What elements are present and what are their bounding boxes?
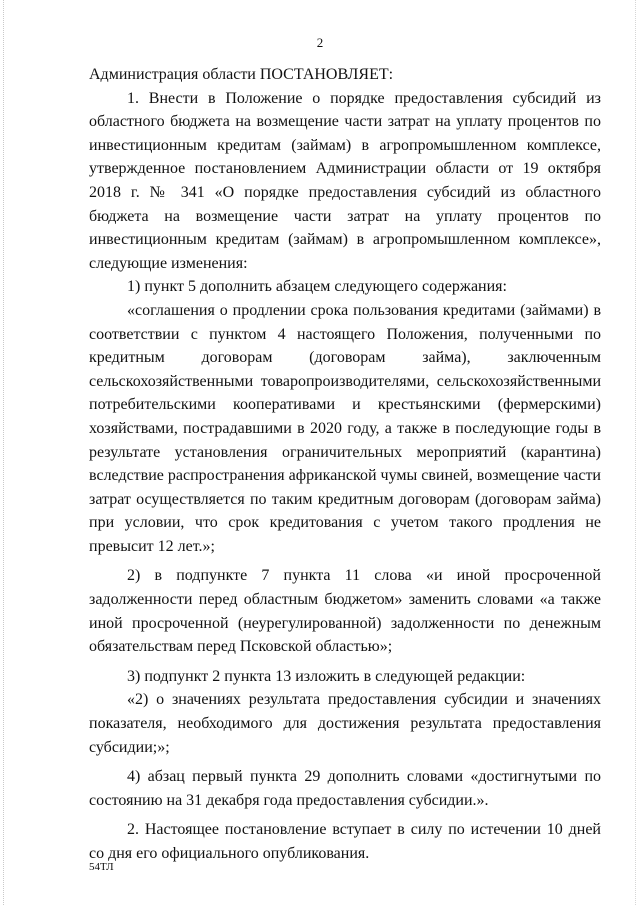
quote-3-paragraph: «2) о значениях результата предоставления субсидии и значениях показателя, необходимого для достижения результата предоставления субсидии;»;: [89, 691, 601, 756]
item-1-paragraph: 1. Внести в Положение о порядке предоставления субсидий из областного бюджета на возмещение части затрат на уплату процентов по инвестиционным кредитам (займам) в агропромышленном комплексе, утвержденное постановлением Администрации области от 19 октября 2018 г. № 341 «О порядке предоставления субсидий из областного бюджета на возмещение части затрат на уплату процентов по инвестиционным кредитам (займам) в агропромышленном комплексе», следующие изменения:: [89, 89, 601, 272]
subitem-1-paragraph: 1) пункт 5 дополнить абзацем следующего содержания:: [127, 278, 507, 296]
quote-1-paragraph: «соглашения о продлении срока пользования кредитами (займами) в соответствии с пунктом 4 настоящего Положения, полученными по кредитным договорам (договорам займа), заключенным сельскохозяйственными товаропроизводителями, сельскохозяйственными потребительскими кооперативами и крестьянскими (фермерскими) хозяйствами, пострадавшими в 2020 году, а также в последующие годы в результате установления ограничительных мероприятий (карантина) вследствие распространения африканской чумы свиней, возмещение части затрат осуществляется по таким кредитным договорам (договорам займа) при условии, что срок кредитования с учетом такого продления не превысит 12 лет.»;: [89, 301, 601, 555]
scan-edge-right: [635, 0, 637, 905]
item-2-paragraph: 2. Настоящее постановление вступает в силу по истечении 10 дней со дня его официального опубликования.: [89, 821, 601, 862]
subitem-3-paragraph: 3) подпункт 2 пункта 13 изложить в следующей редакции:: [127, 667, 526, 685]
page-number: 2: [316, 35, 324, 50]
subitem-4-paragraph: 4) абзац первый пункта 29 дополнить словами «достигнутыми по состоянию на 31 декабря года предоставления субсидии.».: [89, 768, 601, 809]
subitem-2-paragraph: 2) в подпункте 7 пункта 11 слова «и иной просроченной задолженности перед областным бюджетом» заменить словами «а также иной просроченной (неурегулированной) задолженности по денежным обязательствам перед Псковской областью»;: [89, 567, 601, 656]
scan-edge-left: [3, 0, 5, 905]
document-body: [89, 63, 601, 866]
intro-paragraph: Администрация области ПОСТАНОВЛЯЕТ:: [89, 66, 394, 83]
footer-code: 54ТЛ: [89, 861, 114, 873]
